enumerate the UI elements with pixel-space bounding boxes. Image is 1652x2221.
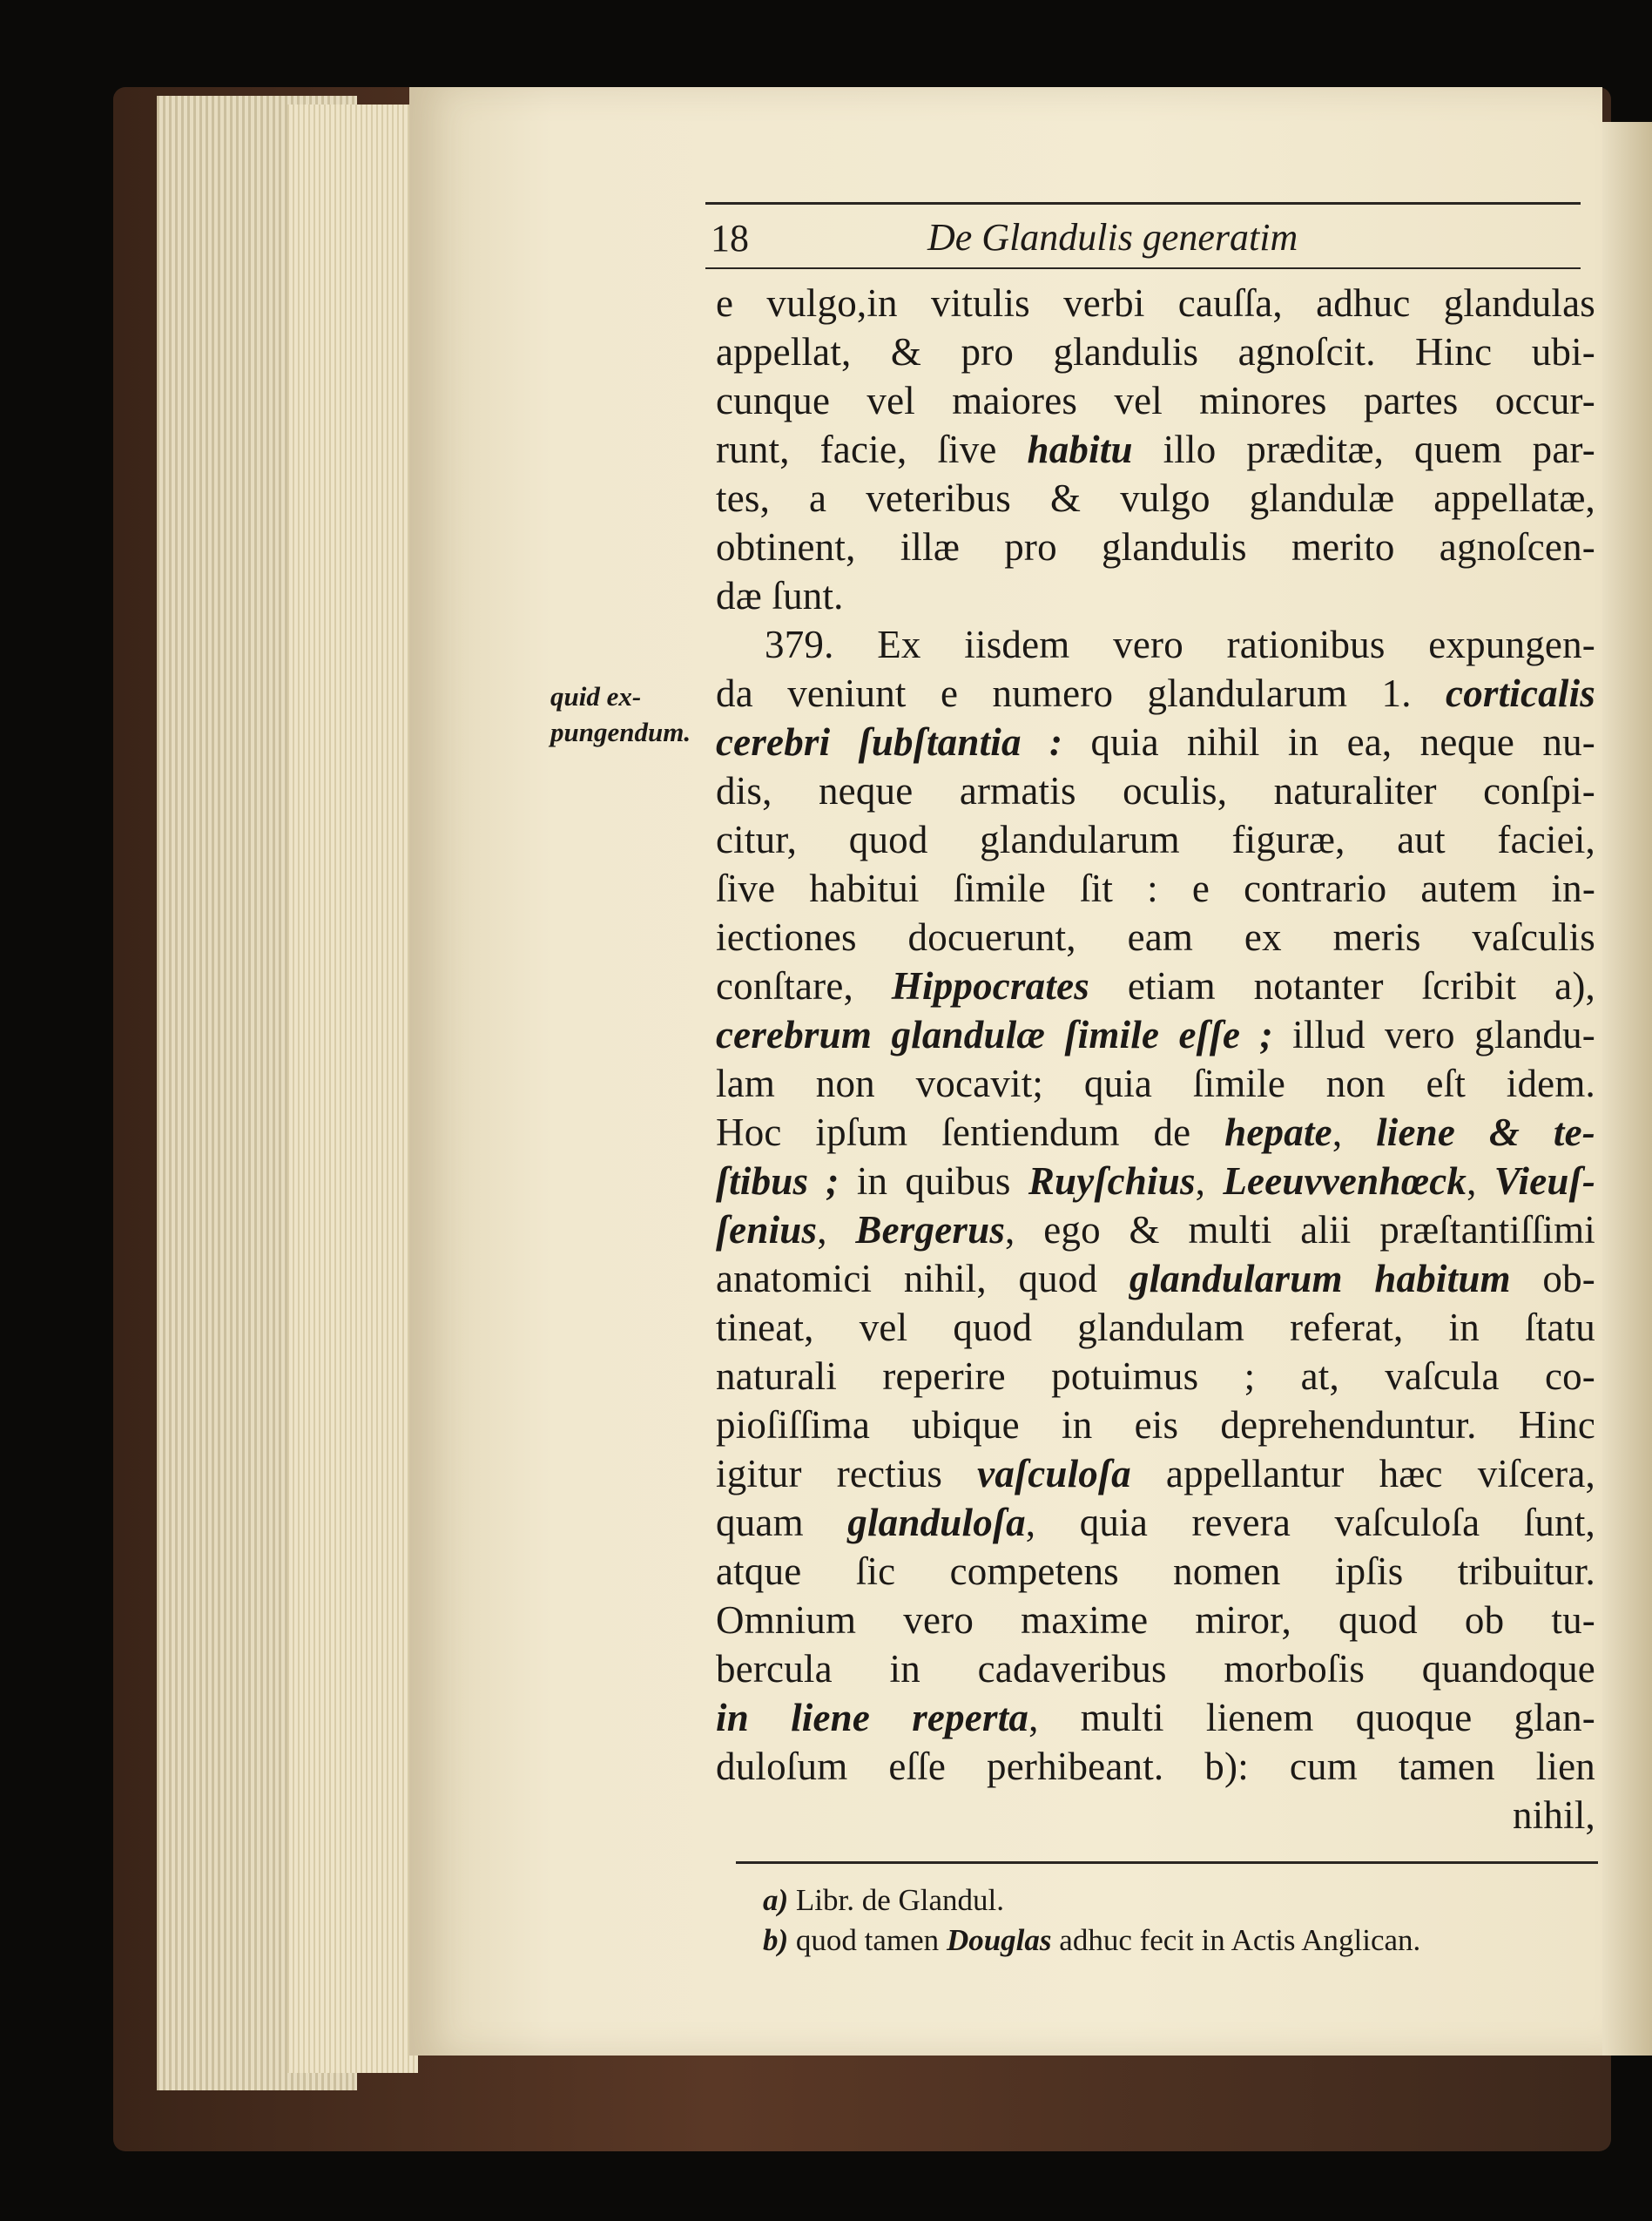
text-line: duloſum eſſe perhibeant. b): cum tamen lien (716, 1745, 1595, 1788)
text-line: cunque vel maiores vel minores partes occur- (716, 379, 1595, 422)
text-line: conſtare, Hippocrates etiam notanter ſcribit a), (716, 964, 1595, 1008)
footnote-a: a) Libr. de Glandul. (763, 1883, 1005, 1917)
footnote-b: b) quod tamen Douglas adhuc fecit in Actis Anglican. (763, 1923, 1421, 1957)
header-rule (705, 267, 1581, 269)
text-line: quam glanduloſa, quia revera vaſculoſa ſunt, (716, 1501, 1595, 1544)
text-line: 379. Ex iisdem vero rationibus expungen- (765, 623, 1595, 666)
footnote-rule (736, 1861, 1598, 1864)
text-line: igitur rectius vaſculoſa appellantur hæc viſcera, (716, 1452, 1595, 1495)
margin-note-line-2: pungendum. (550, 717, 691, 747)
catchword: nihil, (1513, 1793, 1595, 1837)
page-edges-inner (287, 105, 418, 2073)
margin-note-line-1: quid ex- (550, 681, 642, 712)
text-line: anatomici nihil, quod glandularum habitum ob- (716, 1257, 1595, 1300)
text-line: runt, facie, ſive habitu illo præditæ, quem par- (716, 428, 1595, 471)
text-line: Hoc ipſum ſentiendum de hepate, liene & te- (716, 1110, 1595, 1154)
text-line: appellat, & pro glandulis agnoſcit. Hinc ubi- (716, 330, 1595, 374)
text-line: obtinent, illæ pro glandulis merito agnoſcen- (716, 525, 1595, 569)
text-line: dæ ſunt. (716, 574, 844, 618)
text-line: tes, a veteribus & vulgo glandulæ appellatæ, (716, 476, 1595, 520)
text-line: bercula in cadaveribus morboſis quandoque (716, 1647, 1595, 1691)
text-line: e vulgo,in vitulis verbi cauſſa, adhuc glandulas (716, 281, 1595, 325)
text-line: tineat, vel quod glandulam referat, in ſtatu (716, 1306, 1595, 1349)
running-title: De Glandulis generatim (927, 216, 1298, 259)
text-line: ſtibus ; in quibus Ruyſchius, Leeuvvenhœck, Vieuſ- (716, 1159, 1596, 1203)
text-line: iectiones docuerunt, eam ex meris vaſculis (716, 915, 1595, 959)
text-line: da veniunt e numero glandularum 1. corticalis (716, 672, 1595, 715)
text-line: naturali reperire potuimus ; at, vaſcula co- (716, 1354, 1595, 1398)
text-line: lam non vocavit; quia ſimile non eſt idem. (716, 1062, 1595, 1105)
text-line: in liene reperta, multi lienem quoque glan- (716, 1696, 1595, 1739)
text-line: cerebri ſubſtantia : quia nihil in ea, neque nu- (716, 720, 1595, 764)
text-line: ſive habitui ſimile ſit : e contrario autem in- (716, 867, 1595, 910)
text-line: dis, neque armatis oculis, naturaliter conſpi- (716, 769, 1595, 813)
facing-page-edge (1602, 122, 1652, 2056)
text-line: ſenius, Bergerus, ego & multi alii præſtantiſſimi (716, 1208, 1596, 1252)
page-number: 18 (711, 217, 749, 260)
text-line: cerebrum glandulæ ſimile eſſe ; illud vero glandu- (716, 1013, 1595, 1056)
text-line: pioſiſſima ubique in eis deprehenduntur. Hinc (716, 1403, 1595, 1447)
text-line: Omnium vero maxime miror, quod ob tu- (716, 1598, 1595, 1642)
text-line: atque ſic competens nomen ipſis tribuitur. (716, 1549, 1595, 1593)
top-rule (705, 202, 1581, 205)
text-line: citur, quod glandularum figuræ, aut faciei, (716, 818, 1595, 861)
